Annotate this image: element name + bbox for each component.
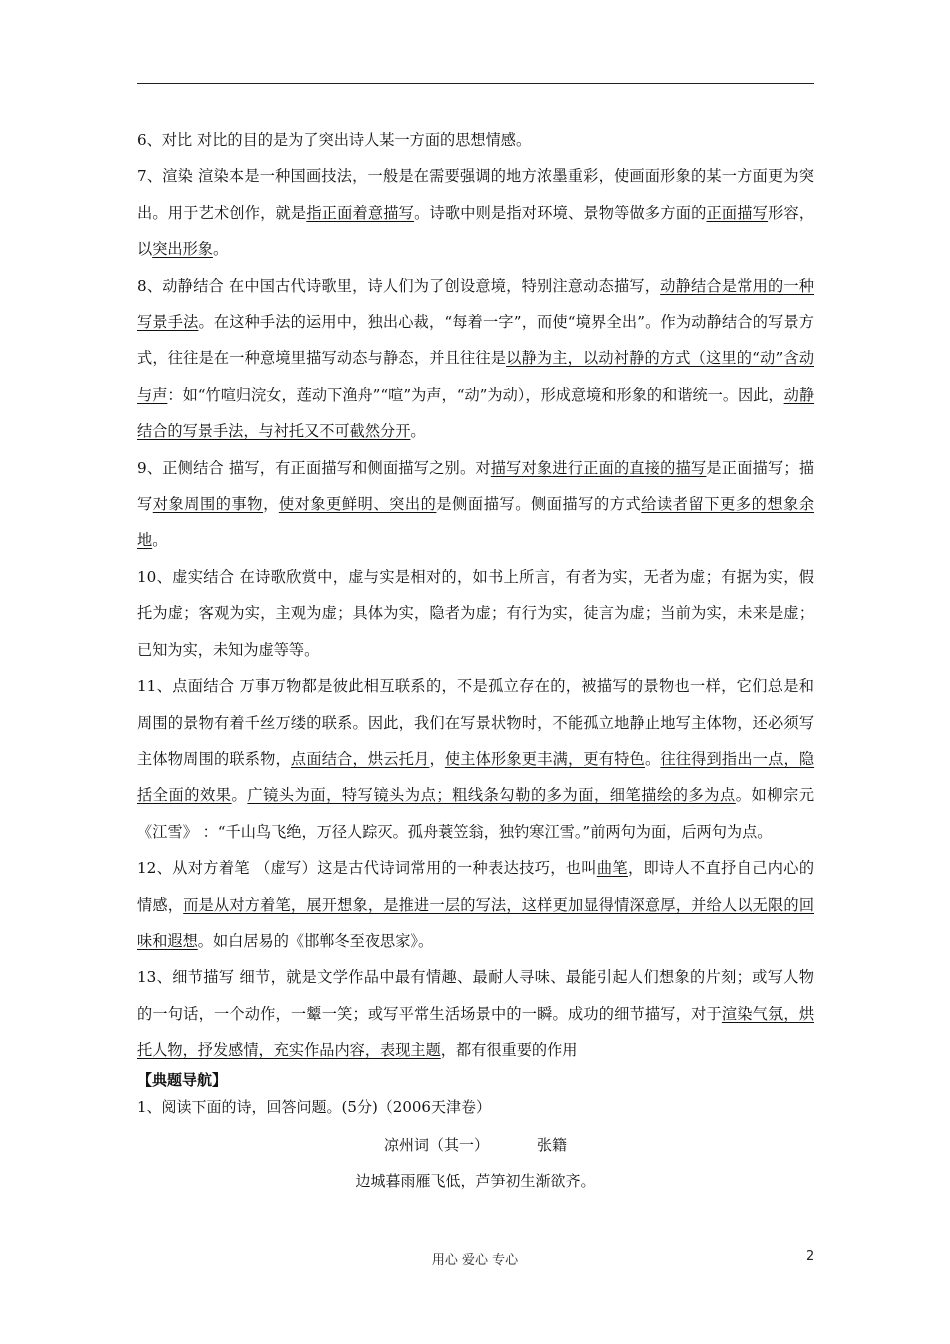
paragraph — [137, 268, 814, 450]
text-run: 形容，以 — [137, 203, 815, 259]
underlined-text: 点面结合，烘云托月 — [290, 749, 430, 768]
paragraph — [137, 158, 814, 267]
underlined-text: 以静为主，以动衬静的方式（这里的“动”含动与声 — [137, 349, 815, 404]
underlined-text: 而是从对方着笔，展开想象，是推进一层的写法，这样更加显得情深意厚，并给人以无限的回味和遐想 — [137, 895, 815, 950]
text-run: ：如“竹喧归浣女，莲动下渔舟”“喧”为声，“动”为动），形成意境和形象的和谐统一。因此， — [167, 385, 784, 404]
paragraph-list — [137, 122, 814, 1069]
underlined-text: 渲染气氛，烘托人物，抒发感情，充实作品内容，表现主题 — [137, 1004, 815, 1060]
underlined-text: 指正面着意描写 — [306, 203, 415, 222]
text-run: 。如白居易的《邯郸冬至夜思家》。 — [197, 931, 434, 950]
text-run: 6、对比 对比的目的是为了突出诗人某一方面的思想情感。 — [137, 131, 532, 149]
underlined-text: 使对象更鲜明、突出的 — [278, 495, 437, 514]
paragraph — [137, 668, 814, 850]
text-run: 10、虚实结合 在诗歌欣赏中，虚与实是相对的，如书上所言，有者为实，无者为虚；有据为实，假托为虚；客观为实，主观为虚；具体为实，隐者为虚；有行为实，徒言为虚；当前为实，未来是虚；已知为实，未知为虚等等。 — [137, 567, 814, 659]
text-run: 8、动静结合 在中国古代诗歌里，诗人们为了创设意境，特别注意动态描写， — [137, 276, 661, 295]
text-run: 。 — [644, 749, 661, 768]
underlined-text: 描写对象进行正面的直接的描写 — [490, 458, 707, 477]
underlined-text: 动静结合的写景手法，与衬托又不可截然分开 — [137, 385, 815, 441]
page-body — [137, 122, 814, 1193]
text-run: 。如柳宗元《江雪》 ：“千山鸟飞绝，万径人踪灭。孤舟蓑笠翁，独钓寒江雪。”前两句为面，后两句为点。 — [137, 786, 815, 841]
section-heading: 【典题导航】 — [137, 1070, 228, 1089]
paragraph — [137, 122, 814, 158]
text-run: 12、从对方着笔 （虚写）这是古代诗词常用的一种表达技巧，也叫 — [137, 859, 597, 878]
paragraph — [137, 450, 814, 559]
poem-title-line — [137, 1133, 814, 1157]
poem-title: 凉州词（其一） — [383, 1135, 489, 1154]
text-run: ， — [263, 495, 279, 514]
text-run: 13、细节描写 细节，就是文学作品中最有情趣、最耐人寻味、最能引起人们想象的片刻；或写人物的一句话，一个动作，一颦一笑；或写平常生活场景中的一瞬。成功的细节描写，对于 — [137, 968, 814, 1023]
text-run: 是侧面描写。侧面描写的方式 — [436, 495, 642, 514]
text-run: 。 — [410, 422, 426, 441]
underlined-text: 动静结合是常用的一种写景手法 — [137, 276, 814, 332]
poem-line: 边城暮雨雁飞低，芦笋初生渐欲齐。 — [355, 1171, 596, 1190]
underlined-text: 曲笔 — [596, 859, 628, 878]
text-run: ，都有很重要的作用 — [440, 1041, 578, 1060]
page-number: 2 — [806, 1249, 815, 1264]
text-run: 9、正侧结合 描写，有正面描写和侧面描写之别。对 — [137, 458, 491, 477]
text-run: ，即诗人不直抒自己内心的情感， — [137, 859, 815, 914]
paragraph — [137, 559, 814, 668]
underlined-text: 使主体形象更丰满，更有特色 — [444, 749, 645, 768]
paragraph — [137, 850, 814, 959]
question-text: 1、阅读下面的诗，回答问题。(5分)（2006天津卷） — [137, 1097, 491, 1116]
header-rule — [137, 83, 814, 84]
footer-slogan: 用心 爱心 专心 — [431, 1253, 519, 1268]
paragraph — [137, 959, 814, 1068]
text-run: 。 — [212, 240, 229, 259]
text-run: 7、渲染 渲染本是一种国画技法，一般是在需要强调的地方浓墨重彩，使画面形象的某一方面更为突出。用于艺术创作，就是 — [137, 167, 814, 222]
underlined-text: 往往得到指出一点，隐括全面的效果 — [137, 749, 815, 805]
text-run: 11、点面结合 万事万物都是彼此相互联系的，不是孤立存在的，被描写的景物也一样，它们总是和周围的景物有着千丝万缕的联系。因此，我们在写景状物时，不能孤立地静止地写主体物，还必须写主体物周围的联系物， — [137, 677, 814, 768]
text-run: 是正面描写；描写 — [137, 458, 815, 514]
underlined-text: 突出形象 — [152, 240, 213, 259]
poem-author: 张籍 — [537, 1135, 568, 1154]
text-run: ， — [429, 749, 445, 768]
underlined-text: 对象周围的事物 — [152, 495, 264, 514]
text-run: 。 — [231, 786, 248, 805]
underlined-text: 正面描写 — [706, 203, 769, 222]
text-run: 。在这种手法的运用中，独出心裁，“每着一字”，而使“境界全出”。作为动静结合的写景方式，往往是在一种意境里描写动态与静态，并且往往是 — [137, 313, 814, 368]
underlined-text: 广镜头为面，特写镜头为点；粗线条勾勒的多为面，细笔描绘的多为点 — [247, 786, 736, 805]
text-run: 。诗歌中则是指对环境、景物等做多方面的 — [414, 203, 707, 222]
underlined-text: 给读者留下更多的想象余地 — [137, 495, 815, 550]
text-run: 。 — [152, 531, 168, 550]
